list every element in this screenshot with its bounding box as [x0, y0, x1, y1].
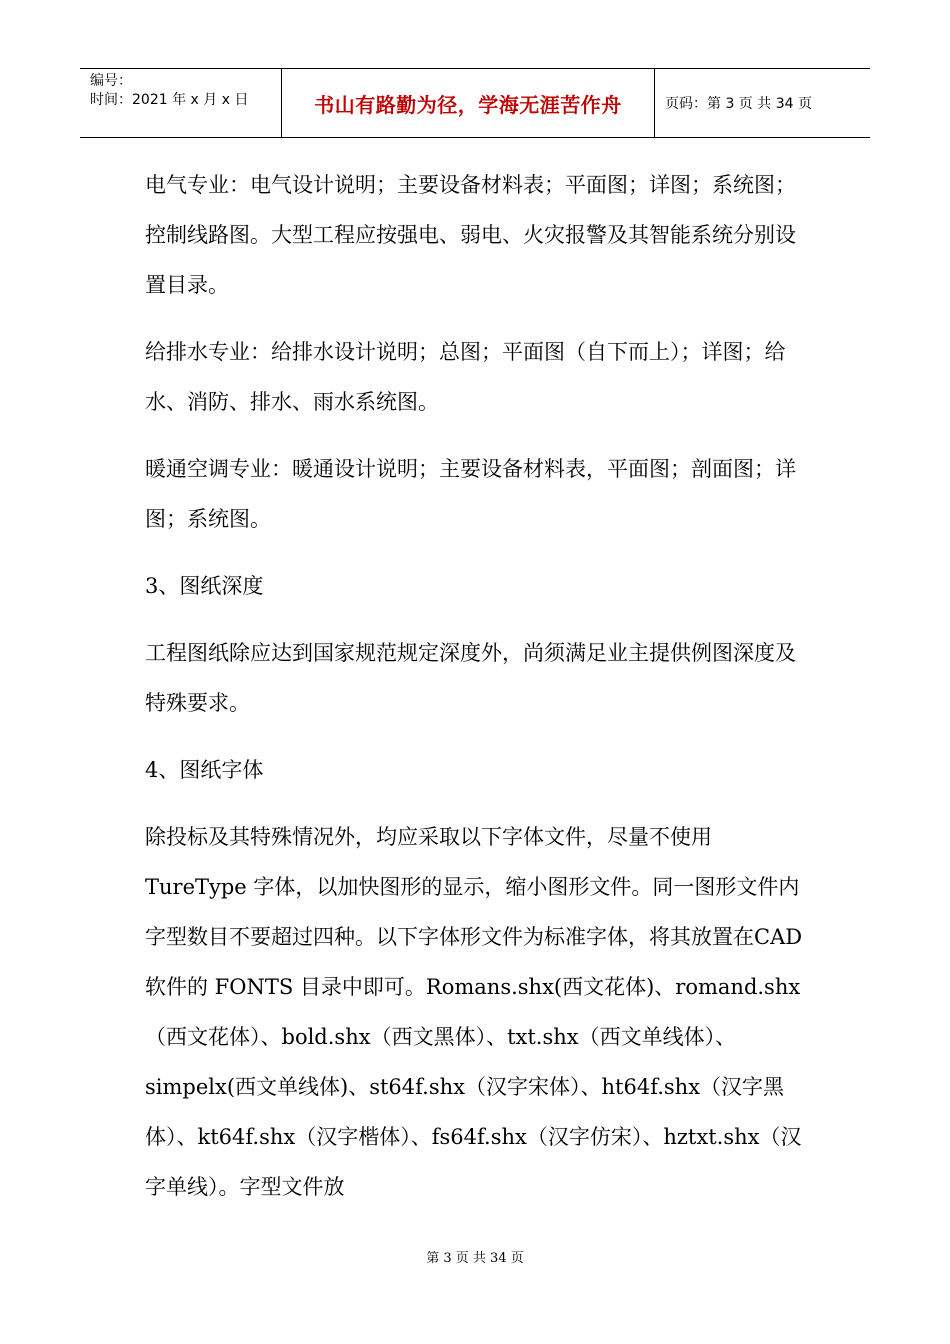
section-heading-drawing-fonts: 4、图纸字体 — [145, 758, 264, 782]
page-footer: 第 3 页 共 34 页 — [426, 1251, 524, 1266]
document-body — [145, 160, 810, 1229]
paragraph-drawing-fonts: 除投标及其特殊情况外，均应采取以下字体文件，尽量不使用TureType 字体，以加快图形的显示，缩小图形文件。同一图形文件内字型数目不要超过四种。以下字体形文件为标准字体，将其放置在CAD 软件的 FONTS 目录中即可。Romans.shx(西文花体)、romand.shx（西文花体）、bold.shx（西文黑体）、txt.shx（西文单线体）、simpelx(西文单线体)、st64f.shx（汉字宋体）、ht64f.shx（汉字黑体）、kt64f.shx（汉字楷体）、fs64f.shx（汉字仿宋）、hztxt.shx（汉字单线）。字型文件放 — [145, 825, 803, 1199]
document-date: 时间：2021 年 x 月 x 日 — [90, 92, 249, 108]
header-meta — [80, 69, 282, 137]
page-header — [80, 68, 870, 138]
section-heading-drawing-depth: 3、图纸深度 — [145, 574, 264, 598]
document-number: 编号： — [90, 73, 132, 89]
paragraph-drawing-depth: 工程图纸除应达到国家规范规定深度外，尚须满足业主提供例图深度及特殊要求。 — [145, 641, 796, 715]
header-page-info: 页码：第 3 页 共 34 页 — [665, 96, 812, 112]
paragraph-electrical: 电气专业：电气设计说明；主要设备材料表；平面图；详图；系统图；控制线路图。大型工程应按强电、弱电、火灾报警及其智能系统分别设置目录。 — [145, 173, 796, 297]
paragraph-plumbing: 给排水专业：给排水设计说明；总图；平面图（自下而上）；详图；给水、消防、排水、雨水系统图。 — [145, 340, 786, 414]
header-motto: 书山有路勤为径，学海无涯苦作舟 — [282, 69, 655, 137]
paragraph-hvac: 暖通空调专业：暖通设计说明；主要设备材料表，平面图；剖面图；详图；系统图。 — [145, 457, 796, 531]
